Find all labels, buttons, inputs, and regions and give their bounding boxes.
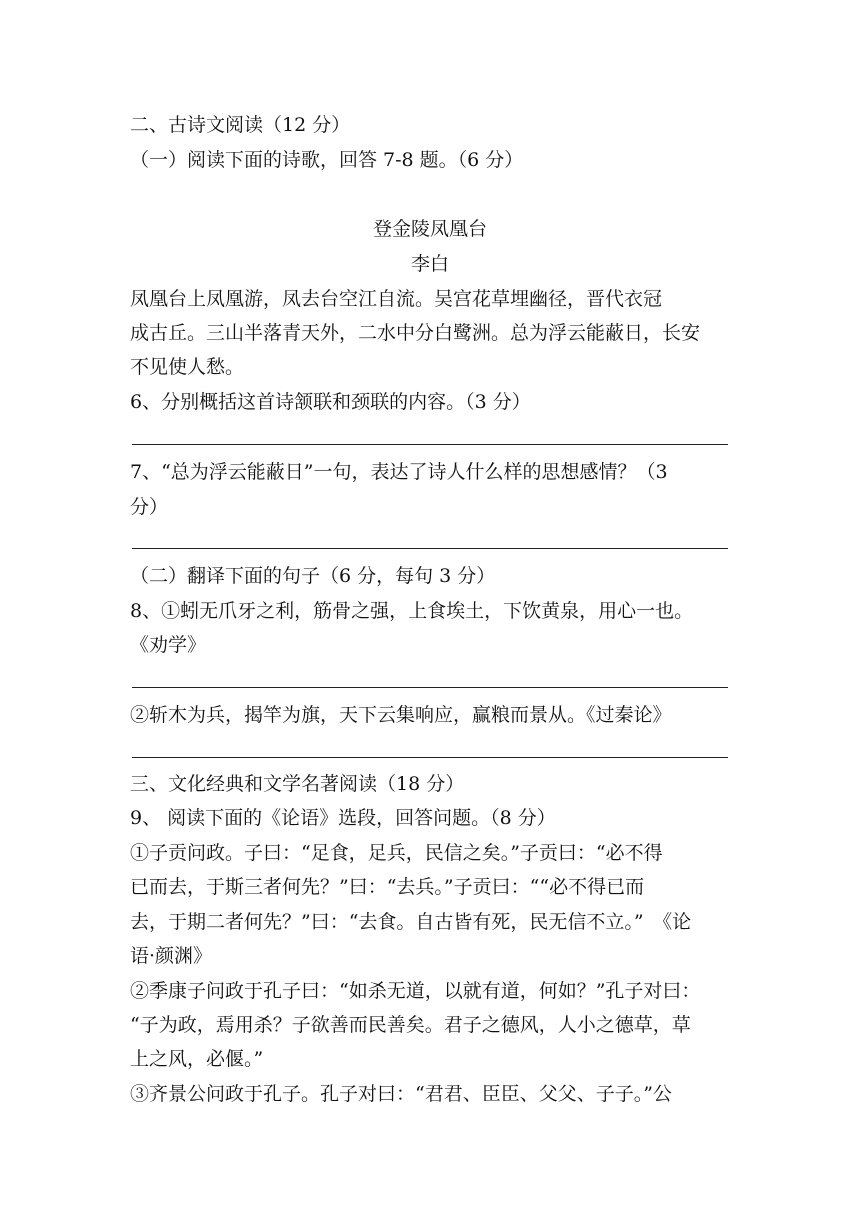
poem-author: 李白 bbox=[410, 253, 449, 275]
question-8-1-line: 8、①蚓无爪牙之利，筋骨之强，上食埃土，下饮黄泉，用心一也。 bbox=[130, 600, 694, 622]
passage-line: ②季康子问政于孔子曰：“如杀无道，以就有道，何如？”孔子对曰： bbox=[130, 980, 701, 1002]
question-7-line: 7、“总为浮云能蔽日”一句，表达了诗人什么样的思想感情？（3 bbox=[130, 461, 668, 483]
answer-line-q8-2[interactable] bbox=[132, 757, 728, 758]
passage-line: ③齐景公问政于孔子。孔子对曰：“君君、臣臣、父父、子子。”公 bbox=[130, 1083, 672, 1105]
answer-line-q8-1[interactable] bbox=[132, 687, 728, 688]
passage-line: “子为政，焉用杀？子欲善而民善矣。君子之德风，人小之德草，草 bbox=[130, 1014, 691, 1036]
passage-line: 已而去，于斯三者何先？”曰：“去兵。”子贡曰：““必不得已而 bbox=[130, 876, 645, 898]
question-6: 6、分别概括这首诗颔联和颈联的内容。（3 分） bbox=[130, 391, 531, 413]
question-8-1-line: 《劝学》 bbox=[130, 634, 207, 656]
passage-line: 上之风，必偃。” bbox=[130, 1048, 264, 1070]
part-2-intro: （二）翻译下面的句子（6 分，每句 3 分） bbox=[130, 565, 496, 587]
part-1-intro: （一）阅读下面的诗歌，回答 7-8 题。（6 分） bbox=[130, 149, 524, 171]
section-2-heading: 二、古诗文阅读（12 分） bbox=[130, 114, 351, 136]
question-7-line: 分） bbox=[130, 496, 169, 518]
poem-title: 登金陵凤凰台 bbox=[372, 218, 487, 240]
answer-line-q7[interactable] bbox=[132, 548, 728, 549]
passage-line: 语·颜渊》 bbox=[130, 945, 213, 967]
poem-line: 成古丘。三山半落青天外，二水中分白鹭洲。总为浮云能蔽日，长安 bbox=[130, 322, 701, 344]
question-9-intro: 9、 阅读下面的《论语》选段，回答问题。（8 分） bbox=[130, 807, 556, 829]
poem-line: 凤凰台上凤凰游，凤去台空江自流。吴宫花草埋幽径，晋代衣冠 bbox=[130, 288, 663, 310]
section-3-heading: 三、文化经典和文学名著阅读（18 分） bbox=[130, 773, 465, 795]
passage-line: ①子贡问政。子曰：“足食，足兵，民信之矣。”子贡曰：“必不得 bbox=[130, 842, 663, 864]
question-8-2: ②斩木为兵，揭竿为旗，天下云集响应，赢粮而景从。《过秦论》 bbox=[130, 704, 672, 726]
passage-line: 去，于期二者何先？”曰：“去食。自古皆有死，民无信不立。” 《论 bbox=[130, 911, 692, 933]
poem-line: 不见使人愁。 bbox=[130, 356, 245, 378]
answer-line-q6[interactable] bbox=[132, 444, 728, 445]
